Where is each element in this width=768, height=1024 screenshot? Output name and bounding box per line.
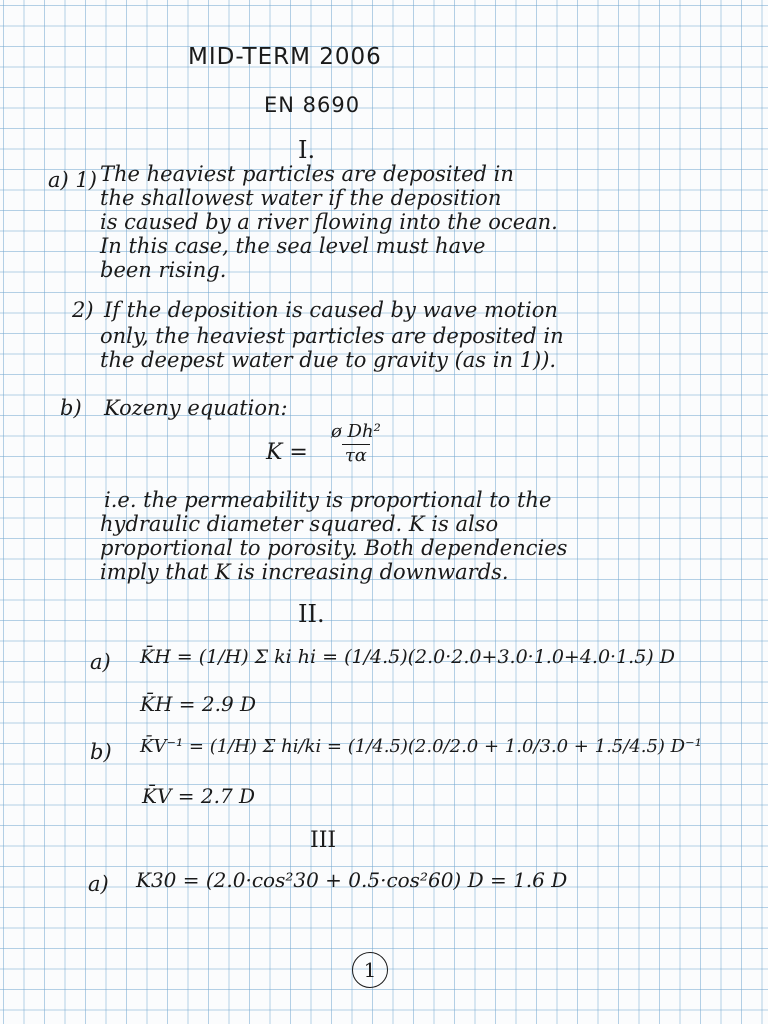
part-2a-label: a) [90, 650, 111, 674]
part-1a1-line-4: In this case, the sea level must have [100, 234, 486, 258]
part-1-numeral: I. [298, 136, 316, 164]
part-1a1-line-2: the shallowest water if the deposition [100, 186, 502, 210]
part-1a2-line-1: If the deposition is caused by wave motion [104, 298, 558, 322]
page-number: 1 [352, 952, 388, 988]
part-1b-line-4: imply that K is increasing downwards. [100, 560, 509, 584]
part-1b-line-1: i.e. the permeability is proportional to the [104, 488, 552, 512]
part-2a-result: K̄H = 2.9 D [140, 692, 257, 716]
part-1a1-line-5: been rising. [100, 258, 227, 282]
part-2-numeral: II. [298, 600, 325, 628]
part-2a-equation: K̄H = (1/H) Σ ki hi = (1/4.5)(2.0·2.0+3.0·1.0+4.0·1.5) D [140, 646, 675, 668]
part-1a1-label: a) 1) [48, 168, 97, 192]
part-2b-label: b) [90, 740, 112, 764]
kozeny-lhs: K = [266, 440, 308, 465]
part-3a-equation: K30 = (2.0·cos²30 + 0.5·cos²60) D = 1.6 D [136, 868, 568, 892]
part-1b-label: b) [60, 396, 82, 420]
kozeny-fraction [328, 422, 384, 466]
part-1a2-line-2: only, the heaviest particles are deposited in [100, 324, 564, 348]
part-2b-result: K̄V = 2.7 D [142, 784, 256, 808]
part-1a1-line-1: The heaviest particles are deposited in [100, 162, 514, 186]
part-1a2-label: 2) [72, 298, 94, 322]
course-code: EN 8690 [264, 93, 361, 117]
part-3-numeral: III [310, 828, 337, 853]
part-1a1-line-3: is caused by a river flowing into the ocean. [100, 210, 558, 234]
part-1a2-line-3: the deepest water due to gravity (as in 1)). [100, 348, 557, 372]
part-3a-label: a) [88, 872, 109, 896]
exam-title: MID-TERM 2006 [188, 44, 382, 70]
part-1b-line-2: hydraulic diameter squared. K is also [100, 512, 499, 536]
kozeny-title: Kozeny equation: [104, 396, 288, 420]
part-2b-equation: K̄V⁻¹ = (1/H) Σ hi/ki = (1/4.5)(2.0/2.0 + 1.0/3.0 + 1.5/4.5) D⁻¹ [140, 736, 702, 757]
part-1b-line-3: proportional to porosity. Both dependencies [100, 536, 568, 560]
kozeny-denominator: τα [342, 444, 370, 467]
kozeny-numerator: ø Dh² [331, 421, 381, 442]
